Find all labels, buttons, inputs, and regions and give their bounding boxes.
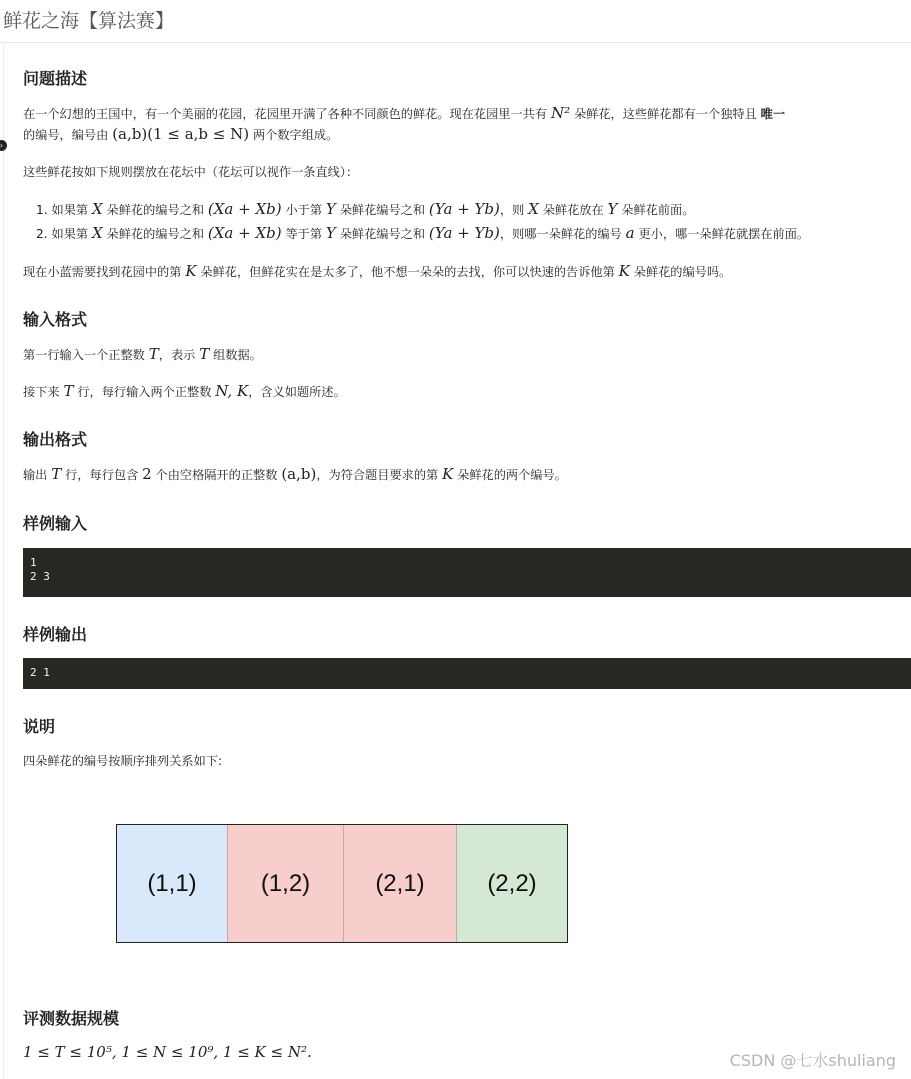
explanation-text: 四朵鲜花的编号按顺序排列关系如下:: [23, 754, 223, 768]
code-line: 1: [30, 556, 37, 569]
constraints-text: 1 ≤ T ≤ 10⁵, 1 ≤ N ≤ 10⁹, 1 ≤ K ≤ N².: [23, 1043, 312, 1061]
flower-cell-3: (2,1): [344, 825, 457, 942]
flower-cell-1: (1,1): [117, 825, 228, 942]
collapse-toggle-icon[interactable]: ›: [0, 140, 7, 151]
rule-item-1: 1. 如果第 X 朵鲜花的编号之和 (Xa + Xb) 小于第 Y 朵鲜花编号之和 (Ya + Yb)，则 X 朵鲜花放在 Y 朵鲜花前面。: [36, 200, 695, 218]
heading-output: 输出格式: [23, 430, 88, 449]
code-line: 2 3: [30, 570, 50, 583]
left-divider: [3, 44, 4, 1079]
heading-description: 问题描述: [23, 69, 88, 88]
flower-order-diagram: [116, 824, 568, 943]
page-title: 鲜花之海【算法赛】: [3, 10, 175, 32]
description-line-1: 在一个幻想的王国中，有一个美丽的花园，花园里开满了各种不同颜色的鲜花。现在花园里一共有 N² 朵鲜花，这些鲜花都有一个独特且 唯一: [23, 104, 786, 122]
input-line-2: 接下来 T 行，每行输入两个正整数 N, K，含义如题所述。: [23, 382, 346, 400]
output-line: 输出 T 行，每行包含 2 个由空格隔开的正整数 (a,b)，为符合题目要求的第 K 朵鲜花的两个编号。: [23, 465, 567, 483]
heading-explanation: 说明: [23, 717, 56, 736]
flower-cell-4: (2,2): [457, 825, 567, 942]
code-line: 2 1: [30, 666, 50, 679]
rule-item-2: 2. 如果第 X 朵鲜花的编号之和 (Xa + Xb) 等于第 Y 朵鲜花编号之和 (Ya + Yb)，则哪一朵鲜花的编号 a 更小，哪一朵鲜花就摆在前面。: [36, 224, 810, 242]
heading-sample-output: 样例输出: [23, 625, 88, 644]
sample-output-block[interactable]: [23, 658, 911, 689]
arrangement-intro: 这些鲜花按如下规则摆放在花坛中（花坛可以视作一条直线）：: [23, 165, 359, 179]
heading-sample-input: 样例输入: [23, 514, 88, 533]
find-paragraph: 现在小蓝需要找到花园中的第 K 朵鲜花，但鲜花实在是太多了，他不想一朵朵的去找，你可以快速的告诉他第 K 朵鲜花的编号吗。: [23, 262, 732, 280]
heading-constraints: 评测数据规模: [23, 1009, 120, 1028]
sample-input-block[interactable]: [23, 548, 911, 597]
watermark: CSDN @七水shuliang: [729, 1051, 896, 1070]
flower-cell-2: (1,2): [228, 825, 344, 942]
heading-input: 输入格式: [23, 310, 88, 329]
input-line-1: 第一行输入一个正整数 T，表示 T 组数据。: [23, 345, 262, 363]
top-divider: [0, 42, 911, 43]
description-line-2: 的编号，编号由 (a,b)(1 ≤ a,b ≤ N) 两个数字组成。: [23, 125, 339, 143]
